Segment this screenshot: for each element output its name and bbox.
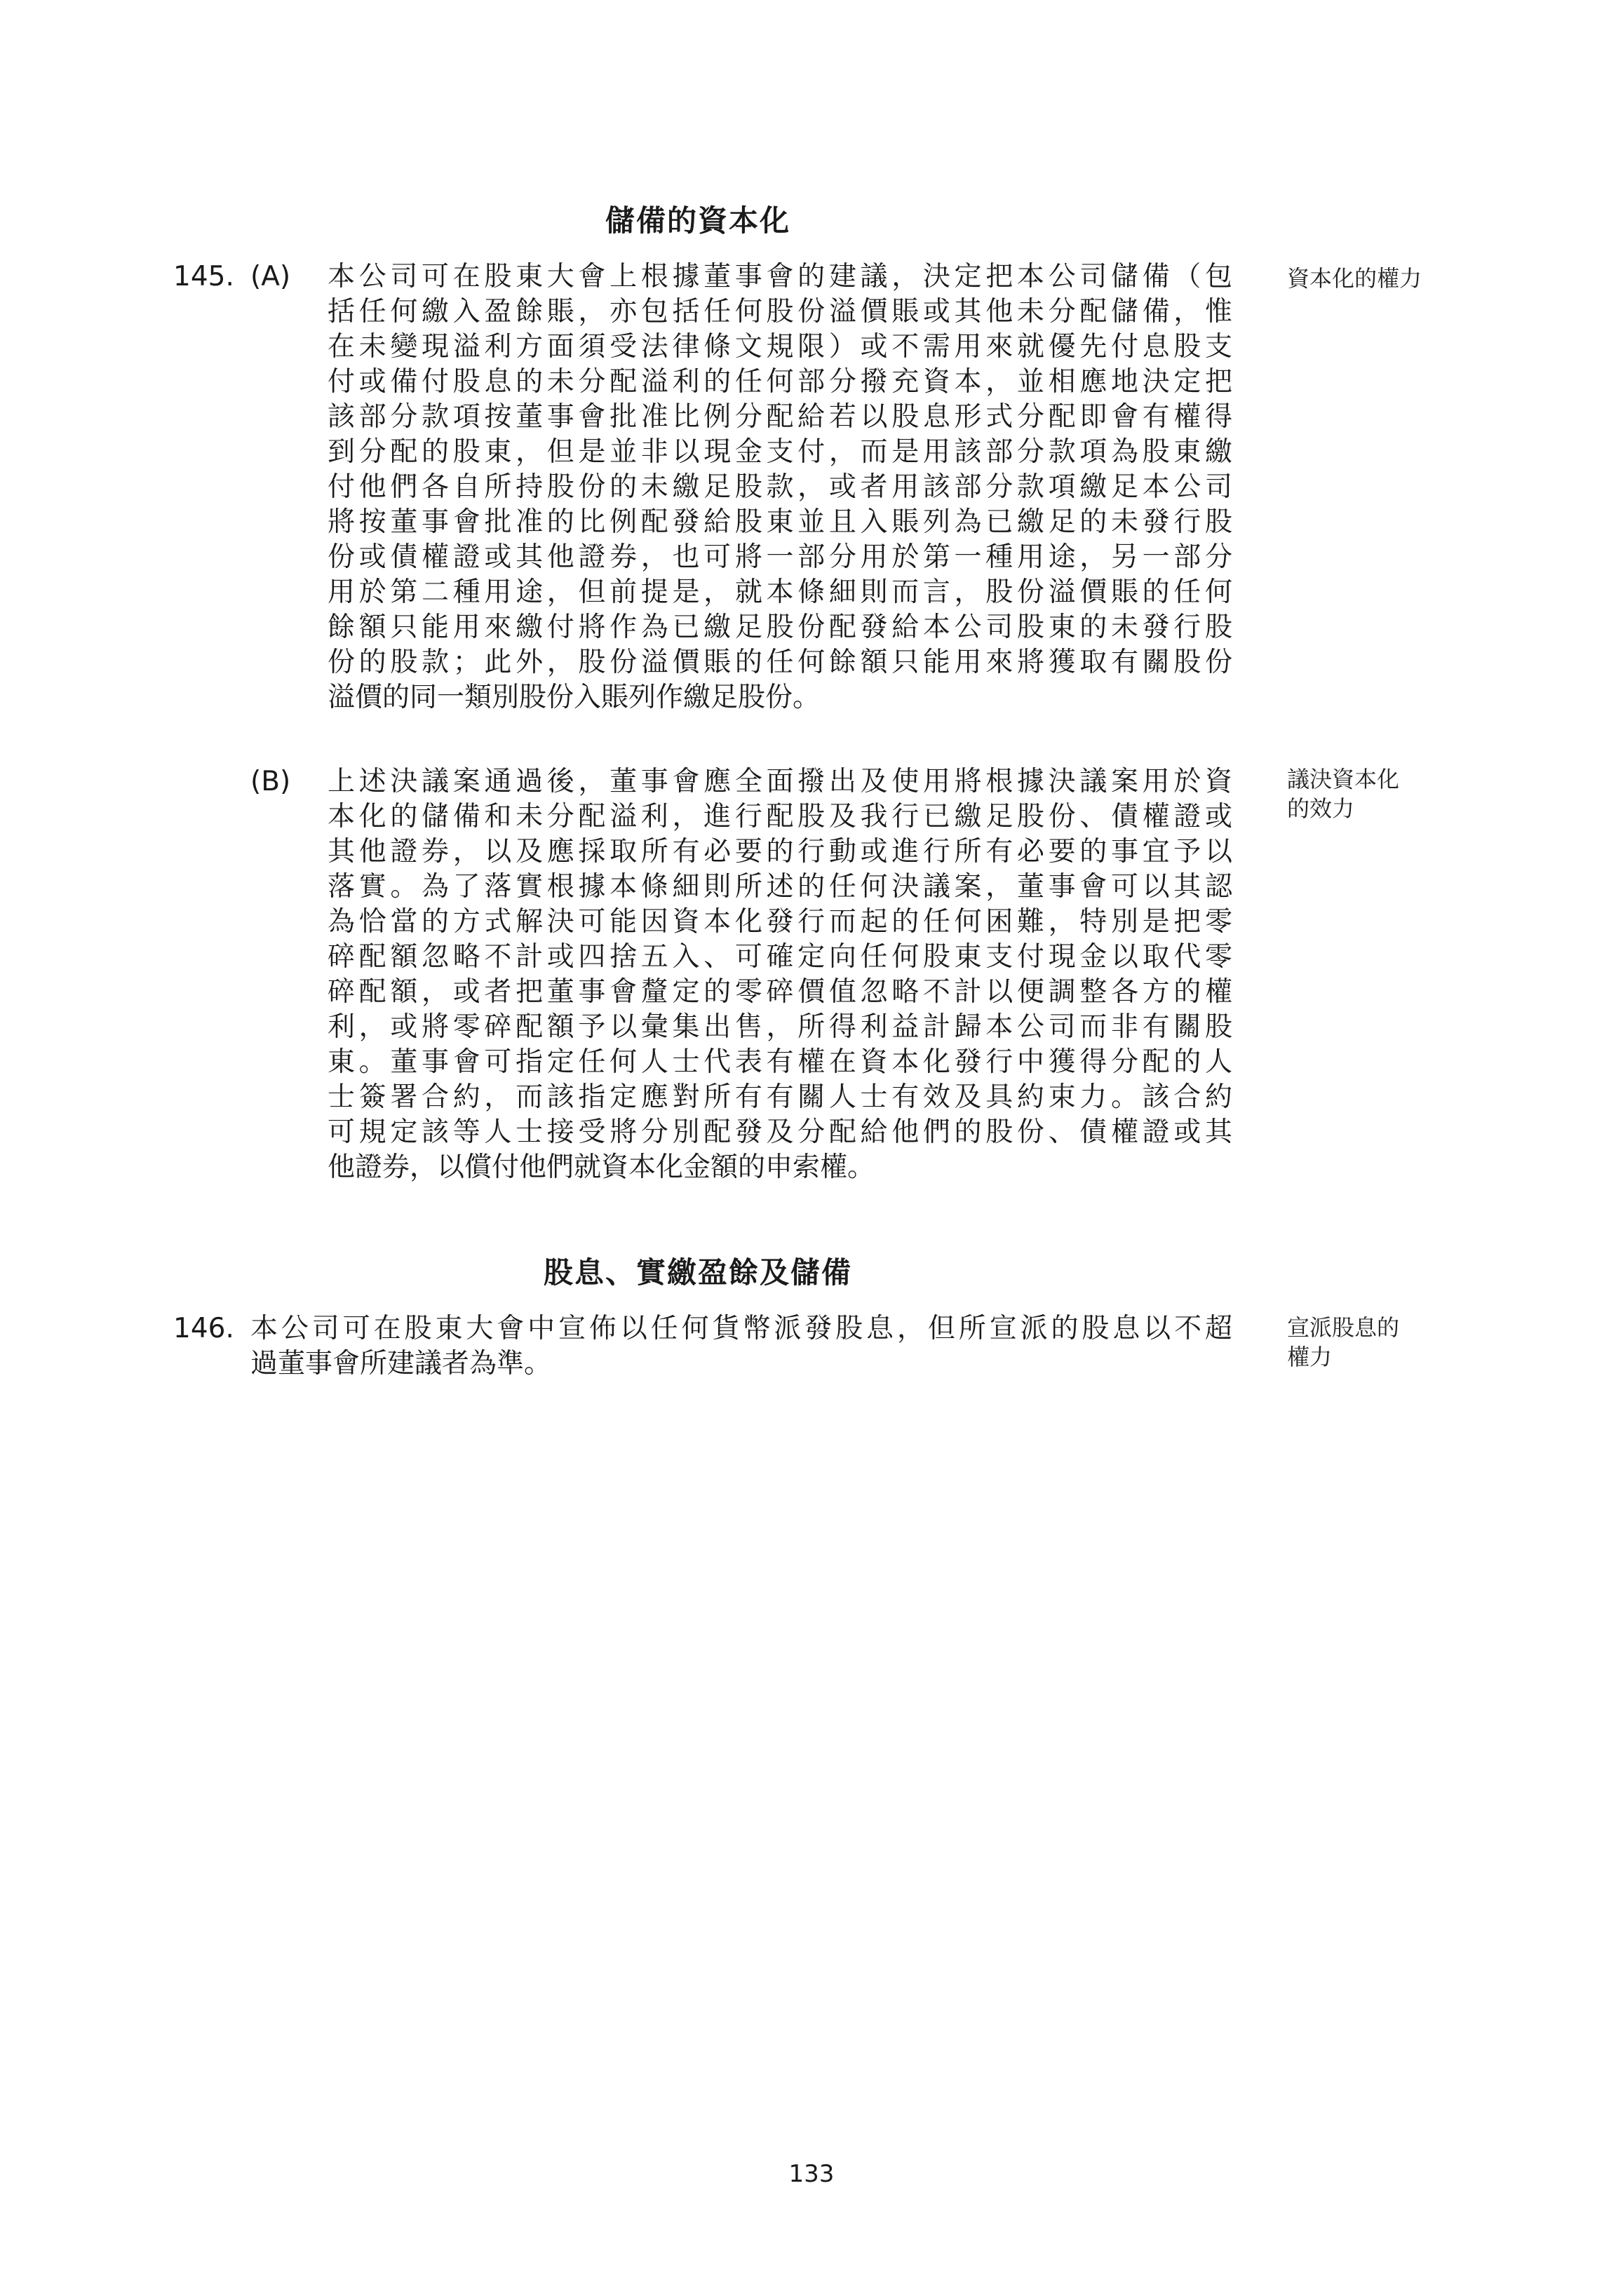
paragraph-a-line: 份的股款；此外，股份溢價賬的任何餘額只能用來將獲取有關股份 <box>328 647 1232 678</box>
section-heading-capitalisation: 儲備的資本化 <box>605 203 790 238</box>
paragraph-a-line: 本公司可在股東大會上根據董事會的建議，決定把本公司儲備（包 <box>328 261 1232 292</box>
margin-note-dividend-power-1: 宣派股息的 <box>1287 1314 1400 1341</box>
paragraph-a-line: 該部分款項按董事會批准比例分配給若以股息形式分配即會有權得 <box>328 401 1232 433</box>
paragraph-a-line: 餘額只能用來繳付將作為已繳足股份配發給本公司股東的未發行股 <box>328 612 1232 643</box>
paragraph-b-line: 東。董事會可指定任何人士代表有權在資本化發行中獲得分配的人 <box>328 1046 1232 1078</box>
paragraph-a-line: 份或債權證或其他證券，也可將一部分用於第一種用途，另一部分 <box>328 541 1232 573</box>
paragraph-a-line: 用於第二種用途，但前提是，就本條細則而言，股份溢價賬的任何 <box>328 576 1232 608</box>
paragraph-label-b: (B) <box>250 766 291 797</box>
margin-note-capitalisation-power: 資本化的權力 <box>1287 265 1422 292</box>
paragraph-b-line: 其他證券，以及應採取所有必要的行動或進行所有必要的事宜予以 <box>328 836 1232 867</box>
paragraph-label-a: (A) <box>250 261 291 292</box>
paragraph-b-line: 上述決議案通過後，董事會應全面撥出及使用將根據決議案用於資 <box>328 766 1232 797</box>
paragraph-a-line: 到分配的股東，但是並非以現金支付，而是用該部分款項為股東繳 <box>328 436 1232 468</box>
paragraph-b-line: 他證券，以償付他們就資本化金額的申索權。 <box>328 1152 875 1183</box>
paragraph-a-line: 付他們各自所持股份的未繳足股款，或者用該部分款項繳足本公司 <box>328 471 1232 503</box>
article-146-line: 本公司可在股東大會中宣佈以任何貨幣派發股息，但所宣派的股息以不超 <box>250 1313 1232 1344</box>
paragraph-a-line: 將按董事會批准的比例配發給股東並且入賬列為已繳足的未發行股 <box>328 506 1232 538</box>
article-146-line: 過董事會所建議者為準。 <box>250 1348 552 1379</box>
paragraph-b-line: 士簽署合約，而該指定應對所有有關人士有效及具約束力。該合約 <box>328 1081 1232 1113</box>
margin-note-dividend-power-2: 權力 <box>1287 1344 1333 1370</box>
paragraph-a-line: 在未變現溢利方面須受法律條文規限）或不需用來就優先付息股支 <box>328 331 1232 363</box>
paragraph-a-line: 括任何繳入盈餘賬，亦包括任何股份溢價賬或其他未分配儲備，惟 <box>328 296 1232 327</box>
article-number-145: 145. <box>173 261 234 292</box>
section-heading-dividends: 股息、實繳盈餘及儲備 <box>543 1255 852 1290</box>
page-number: 133 <box>788 2160 835 2188</box>
paragraph-a-line: 付或備付股息的未分配溢利的任何部分撥充資本，並相應地決定把 <box>328 366 1232 398</box>
paragraph-b-line: 落實。為了落實根據本條細則所述的任何決議案，董事會可以其認 <box>328 871 1232 903</box>
paragraph-b-line: 可規定該等人士接受將分別配發及分配給他們的股份、債權證或其 <box>328 1116 1232 1148</box>
article-number-146: 146. <box>173 1313 234 1344</box>
paragraph-b-line: 利，或將零碎配額予以彙集出售，所得利益計歸本公司而非有關股 <box>328 1011 1232 1043</box>
margin-note-effect-of-resolution-1: 議決資本化 <box>1287 766 1400 792</box>
paragraph-a-line: 溢價的同一類別股份入賬列作繳足股份。 <box>328 682 821 713</box>
paragraph-b-line: 碎配額忽略不計或四捨五入、可確定向任何股東支付現金以取代零 <box>328 941 1232 973</box>
paragraph-b-line: 為恰當的方式解決可能因資本化發行而起的任何困難，特別是把零 <box>328 906 1232 938</box>
paragraph-b-line: 本化的儲備和未分配溢利，進行配股及我行已繳足股份、債權證或 <box>328 801 1232 832</box>
paragraph-b-line: 碎配額，或者把董事會釐定的零碎價值忽略不計以便調整各方的權 <box>328 976 1232 1008</box>
margin-note-effect-of-resolution-2: 的效力 <box>1287 795 1355 822</box>
